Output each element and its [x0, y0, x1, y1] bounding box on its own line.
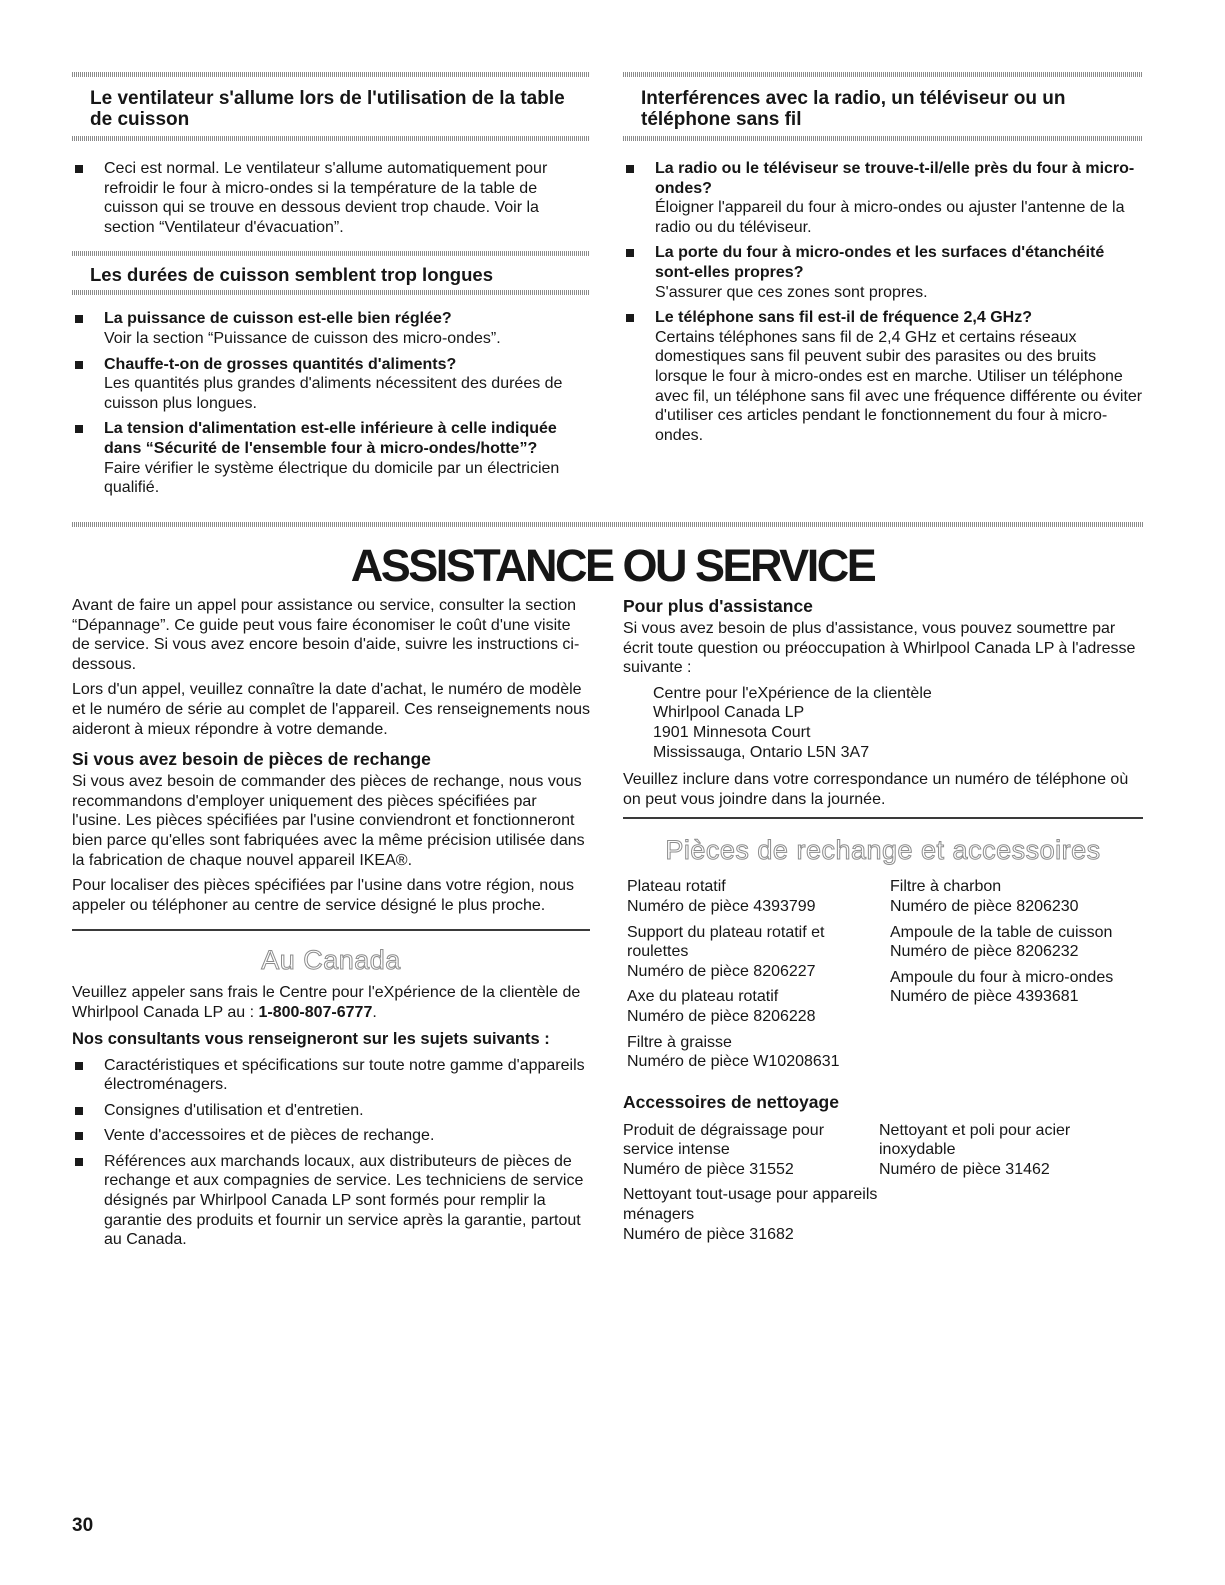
- part-name: Axe du plateau rotatif: [627, 988, 779, 1006]
- canada-title: Au Canada: [261, 945, 401, 976]
- part-name: Plateau rotatif: [627, 878, 726, 896]
- mailing-address: [623, 684, 1143, 762]
- bullet-list: [72, 309, 590, 497]
- parts-grid: [623, 877, 1143, 1077]
- cleaning-column: [623, 1121, 879, 1251]
- phone-number: 1-800-807-6777: [258, 1003, 373, 1021]
- section-divider: [72, 522, 1143, 527]
- address-line: Whirlpool Canada LP: [653, 704, 805, 722]
- section-title: Le ventilateur s'allume lors de l'utilisation de la table de cuisson: [90, 88, 565, 130]
- bullet-icon: [75, 1132, 83, 1140]
- section-title: Les durées de cuisson semblent trop longues: [90, 264, 493, 286]
- part-number: Numéro de pièce 8206228: [627, 1007, 816, 1025]
- list-item: Références aux marchands locaux, aux distributeurs de pièces de rechange et aux compagnies de service. Les techniciens de service désignés par Whirlpool Canada LP sont formés pour remplir la garantie des produits et fournir un service après la garantie, partout au Canada.: [72, 1152, 590, 1250]
- page-number: 30: [72, 1515, 94, 1536]
- address-line: Mississauga, Ontario L5N 3A7: [653, 743, 870, 761]
- address-line: Centre pour l'eXpérience de la clientèle: [653, 684, 932, 702]
- part-name: Nettoyant et poli pour acier inoxydable: [879, 1121, 1071, 1159]
- part-number: Numéro de pièce 31462: [879, 1160, 1050, 1178]
- part-name: Filtre à graisse: [627, 1033, 732, 1051]
- part-entry: [627, 923, 890, 982]
- parts-column: [890, 877, 1140, 1077]
- parts-heading: Si vous avez besoin de pièces de rechange: [72, 749, 431, 770]
- section-divider: [72, 290, 590, 295]
- bullet-icon: [75, 1062, 83, 1070]
- assist-paragraph: Si vous avez besoin de plus d'assistance, vous pouvez soumettre par écrit toute question ou préoccupation à Whirlpool Canada LP à l'adresse suivante :: [623, 620, 1136, 677]
- canada-paragraph: Veuillez appeler sans frais le Centre pour l'eXpérience de la clientèle de Whirlpool Canada LP au : 1-800-807-6777.: [72, 984, 581, 1021]
- part-number: Numéro de pièce 31682: [623, 1225, 794, 1243]
- bullet-icon: [75, 165, 83, 173]
- section-divider: [72, 136, 590, 141]
- part-number: Numéro de pièce 8206230: [890, 897, 1079, 915]
- troubleshoot-right: [623, 72, 1143, 451]
- bullet-icon: [75, 361, 83, 369]
- service-left: [72, 596, 590, 1256]
- bullet-list: [623, 159, 1143, 445]
- part-entry: [627, 877, 890, 916]
- part-number: Numéro de pièce 4393799: [627, 897, 816, 915]
- list-item: La radio ou le téléviseur se trouve-t-il/elle près du four à micro-ondes? Éloigner l'appareil du four à micro-ondes ou ajuster l'antenne de la radio ou du téléviseur.: [623, 159, 1143, 237]
- list-item: Le téléphone sans fil est-il de fréquence 2,4 GHz? Certains téléphones sans fil de 2,4 GHz et certains réseaux domestiques sans fil peuvent subir des parasites ou des bruits lorsque le four à micro-ondes est en marche. Utiliser un téléphone avec fil, un téléphone sans fil avec une fréquence différente ou éviter d'utiliser ces articles pendant le fonctionnement du four à micro-ondes.: [623, 308, 1143, 445]
- part-number: Numéro de pièce 31552: [623, 1160, 794, 1178]
- list-item: Chauffe-t-on de grosses quantités d'aliments? Les quantités plus grandes d'aliments nécessitent des durées de cuisson plus longues.: [72, 355, 590, 414]
- section-title: Interférences avec la radio, un téléviseur ou un téléphone sans fil: [641, 88, 1066, 130]
- list-item: Ceci est normal. Le ventilateur s'allume automatiquement pour refroidir le four à micro-ondes si la température de la table de cuisson qui se trouve en dessous devient trop chaude. Voir la section “Ventilateur d'évacuation”.: [72, 159, 590, 237]
- part-entry: [627, 987, 890, 1026]
- part-name: Produit de dégraissage pour service intense: [623, 1121, 825, 1159]
- cleaning-heading: Accessoires de nettoyage: [623, 1091, 839, 1112]
- bullet-icon: [626, 165, 634, 173]
- assist-paragraph: Veuillez inclure dans votre correspondance un numéro de téléphone où on peut vous joindre dans la journée.: [623, 771, 1129, 808]
- parts-paragraph: Pour localiser des pièces spécifiées par l'usine dans votre région, nous appeler ou téléphoner au centre de service désigné le plus proche.: [72, 877, 574, 914]
- part-entry: [890, 877, 1140, 916]
- list-item: La tension d'alimentation est-elle inférieure à celle indiquée dans “Sécurité de l'ensemble four à micro-ondes/hotte”? Faire vérifier le système électrique du domicile par un électricien qualifié.: [72, 419, 590, 497]
- bullet-icon: [626, 314, 634, 322]
- bullet-icon: [75, 425, 83, 433]
- intro-paragraph: Avant de faire un appel pour assistance ou service, consulter la section “Dépannage”. Ce guide peut vous faire économiser le coût d'une visite de service. Si vous avez encore besoin d'aide, suivre les instructions ci-dessous.: [72, 597, 580, 673]
- part-entry: [879, 1121, 1139, 1180]
- part-number: Numéro de pièce 8206232: [890, 943, 1079, 961]
- bullet-icon: [626, 249, 634, 257]
- parts-column: [627, 877, 890, 1077]
- part-number: Numéro de pièce W10208631: [627, 1053, 840, 1071]
- bullet-icon: [75, 1107, 83, 1115]
- page-title: ASSISTANCE OU SERVICE: [350, 540, 875, 591]
- part-entry: [890, 923, 1140, 962]
- consult-heading: Nos consultants vous renseigneront sur les sujets suivants :: [72, 1029, 550, 1048]
- part-name: Nettoyant tout-usage pour appareils ménagers: [623, 1186, 878, 1224]
- part-name: Filtre à charbon: [890, 878, 1002, 896]
- part-entry: [623, 1185, 879, 1244]
- parts-accessories-title: Pièces de rechange et accessoires: [665, 835, 1101, 866]
- list-item: Caractéristiques et spécifications sur toute notre gamme d'appareils électroménagers.: [72, 1056, 590, 1095]
- list-item: La puissance de cuisson est-elle bien réglée? Voir la section “Puissance de cuisson des micro-ondes”.: [72, 309, 590, 348]
- assist-heading: Pour plus d'assistance: [623, 596, 813, 616]
- part-entry: [890, 968, 1140, 1007]
- bullet-list: [72, 1056, 590, 1250]
- bullet-list: [72, 159, 590, 237]
- list-item: La porte du four à micro-ondes et les surfaces d'étanchéité sont-elles propres? S'assurer que ces zones sont propres.: [623, 243, 1143, 302]
- part-number: Numéro de pièce 4393681: [890, 988, 1079, 1006]
- troubleshoot-left: [72, 72, 590, 504]
- rule-divider: [623, 817, 1143, 819]
- parts-paragraph: Si vous avez besoin de commander des pièces de rechange, nous vous recommandons d'employer uniquement des pièces spécifiées par l'usine. Les pièces spécifiées par l'usine conviendront et fonctionneront bien parce qu'elles sont fabriquées avec la même précision utilisée dans la fabrication de chaque nouvel appareil IKEA®.: [72, 773, 585, 869]
- address-line: 1901 Minnesota Court: [653, 723, 811, 741]
- service-right: [623, 596, 1143, 1250]
- bullet-icon: [75, 1158, 83, 1166]
- part-entry: [627, 1033, 890, 1072]
- part-name: Ampoule du four à micro-ondes: [890, 968, 1114, 986]
- intro-paragraph: Lors d'un appel, veuillez connaître la date d'achat, le numéro de modèle et le numéro de série au complet de l'appareil. Ces renseignements nous aideront à mieux répondre à votre demande.: [72, 681, 591, 738]
- part-number: Numéro de pièce 8206227: [627, 962, 816, 980]
- section-divider: [623, 136, 1143, 141]
- bullet-icon: [75, 315, 83, 323]
- list-item: Consignes d'utilisation et d'entretien.: [72, 1101, 590, 1121]
- part-name: Support du plateau rotatif et roulettes: [627, 923, 825, 961]
- part-name: Ampoule de la table de cuisson: [890, 923, 1113, 941]
- part-entry: [623, 1121, 879, 1180]
- rule-divider: [72, 929, 590, 931]
- list-item: Vente d'accessoires et de pièces de rechange.: [72, 1126, 590, 1146]
- cleaning-grid: [623, 1121, 1143, 1251]
- cleaning-column: [879, 1121, 1139, 1251]
